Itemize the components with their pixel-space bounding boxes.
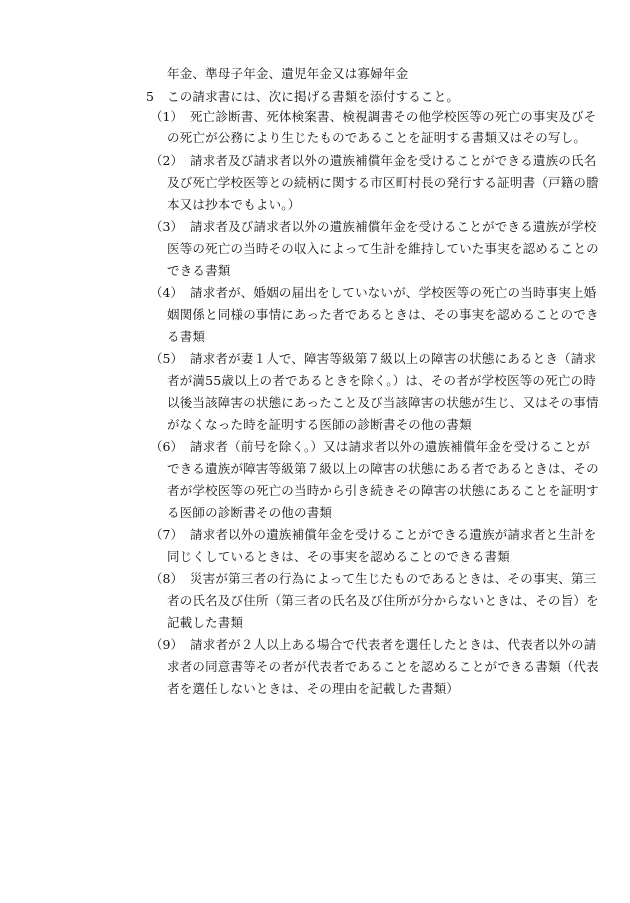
item-8-line-1: 災害が第三者の行為によって生じたものであるときは、その事実、第三 — [190, 571, 597, 586]
section-5-number: 5 — [146, 89, 154, 104]
item-2-line-2: 及び死亡学校医等との続柄に関する市区町村長の発行する証明書（戸籍の謄 — [167, 175, 599, 190]
item-7-number: （7） — [150, 527, 183, 542]
item-3-line-3: できる書類 — [167, 263, 231, 278]
item-5-line-2: 者が満55歳以上の者であるときを除く。）は、その者が学校医等の死亡の時 — [167, 373, 596, 388]
item-5-line-3: 以後当該障害の状態にあったこと及び当該障害の状態が生じ、又はその事情 — [167, 395, 599, 410]
item-9-number: （9） — [150, 637, 183, 652]
item-3-line-1: 請求者及び請求者以外の遺族補償年金を受けることができる遺族が学校 — [190, 219, 597, 234]
item-1-line-2: の死亡が公務により生じたものであることを証明する書類又はその写し。 — [167, 130, 587, 145]
item-5-line-4: がなくなった時を証明する医師の診断書その他の書類 — [167, 417, 472, 432]
item-4-line-2: 姻関係と同様の事情にあった者であるときは、その事実を認めることのでき — [167, 307, 599, 322]
item-4-number: （4） — [150, 285, 183, 300]
item-3-number: （3） — [150, 219, 183, 234]
item-8-line-3: 記載した書類 — [167, 615, 244, 630]
item-9-line-3: 者を選任しないときは、その理由を記載した書類） — [167, 681, 460, 696]
item-5-line-1: 請求者が妻１人で、障害等級第７級以上の障害の状態にあるとき（請求 — [190, 351, 597, 366]
item-8-number: （8） — [150, 571, 183, 586]
item-1-number: （1） — [150, 109, 183, 124]
continued-line: 年金、準母子年金、遺児年金又は寡婦年金 — [167, 66, 409, 81]
item-1-line-1: 死亡診断書、死体検案書、検視調書その他学校医等の死亡の事実及びそ — [190, 109, 597, 124]
item-2-number: （2） — [150, 153, 183, 168]
item-6-line-4: る医師の診断書その他の書類 — [167, 505, 333, 520]
item-9-line-2: 求者の同意書等その者が代表者であることを認めることができる書類（代表 — [167, 659, 599, 674]
item-7-line-2: 同じくしているときは、その事実を認めることのできる書類 — [167, 549, 510, 564]
item-7-line-1: 請求者以外の遺族補償年金を受けることができる遺族が請求者と生計を — [190, 527, 597, 542]
item-3-line-2: 医等の死亡の当時その収入によって生計を維持していた事実を認めることの — [167, 241, 599, 256]
item-2-line-1: 請求者及び請求者以外の遺族補償年金を受けることができる遺族の氏名 — [190, 153, 597, 168]
item-6-line-2: できる遺族が障害等級第７級以上の障害の状態にある者であるときは、その — [167, 461, 599, 476]
item-6-number: （6） — [150, 439, 183, 454]
item-4-line-3: る書類 — [167, 329, 206, 344]
item-6-line-3: 者が学校医等の死亡の当時から引き続きその障害の状態にあることを証明す — [167, 483, 599, 498]
item-6-line-1: 請求者（前号を除く。）又は請求者以外の遺族補償年金を受けることが — [190, 439, 590, 454]
item-4-line-1: 請求者が、婚姻の届出をしていないが、学校医等の死亡の当時事実上婚 — [190, 285, 597, 300]
item-9-line-1: 請求者が２人以上ある場合で代表者を選任したときは、代表者以外の請 — [190, 637, 597, 652]
item-2-line-3: 本又は抄本でもよい。） — [167, 197, 301, 212]
item-8-line-2: 者の氏名及び住所（第三者の氏名及び住所が分からないときは、その旨）を — [167, 593, 599, 608]
item-5-number: （5） — [150, 351, 183, 366]
section-5-text: この請求書には、次に掲げる書類を添付すること。 — [167, 89, 460, 104]
